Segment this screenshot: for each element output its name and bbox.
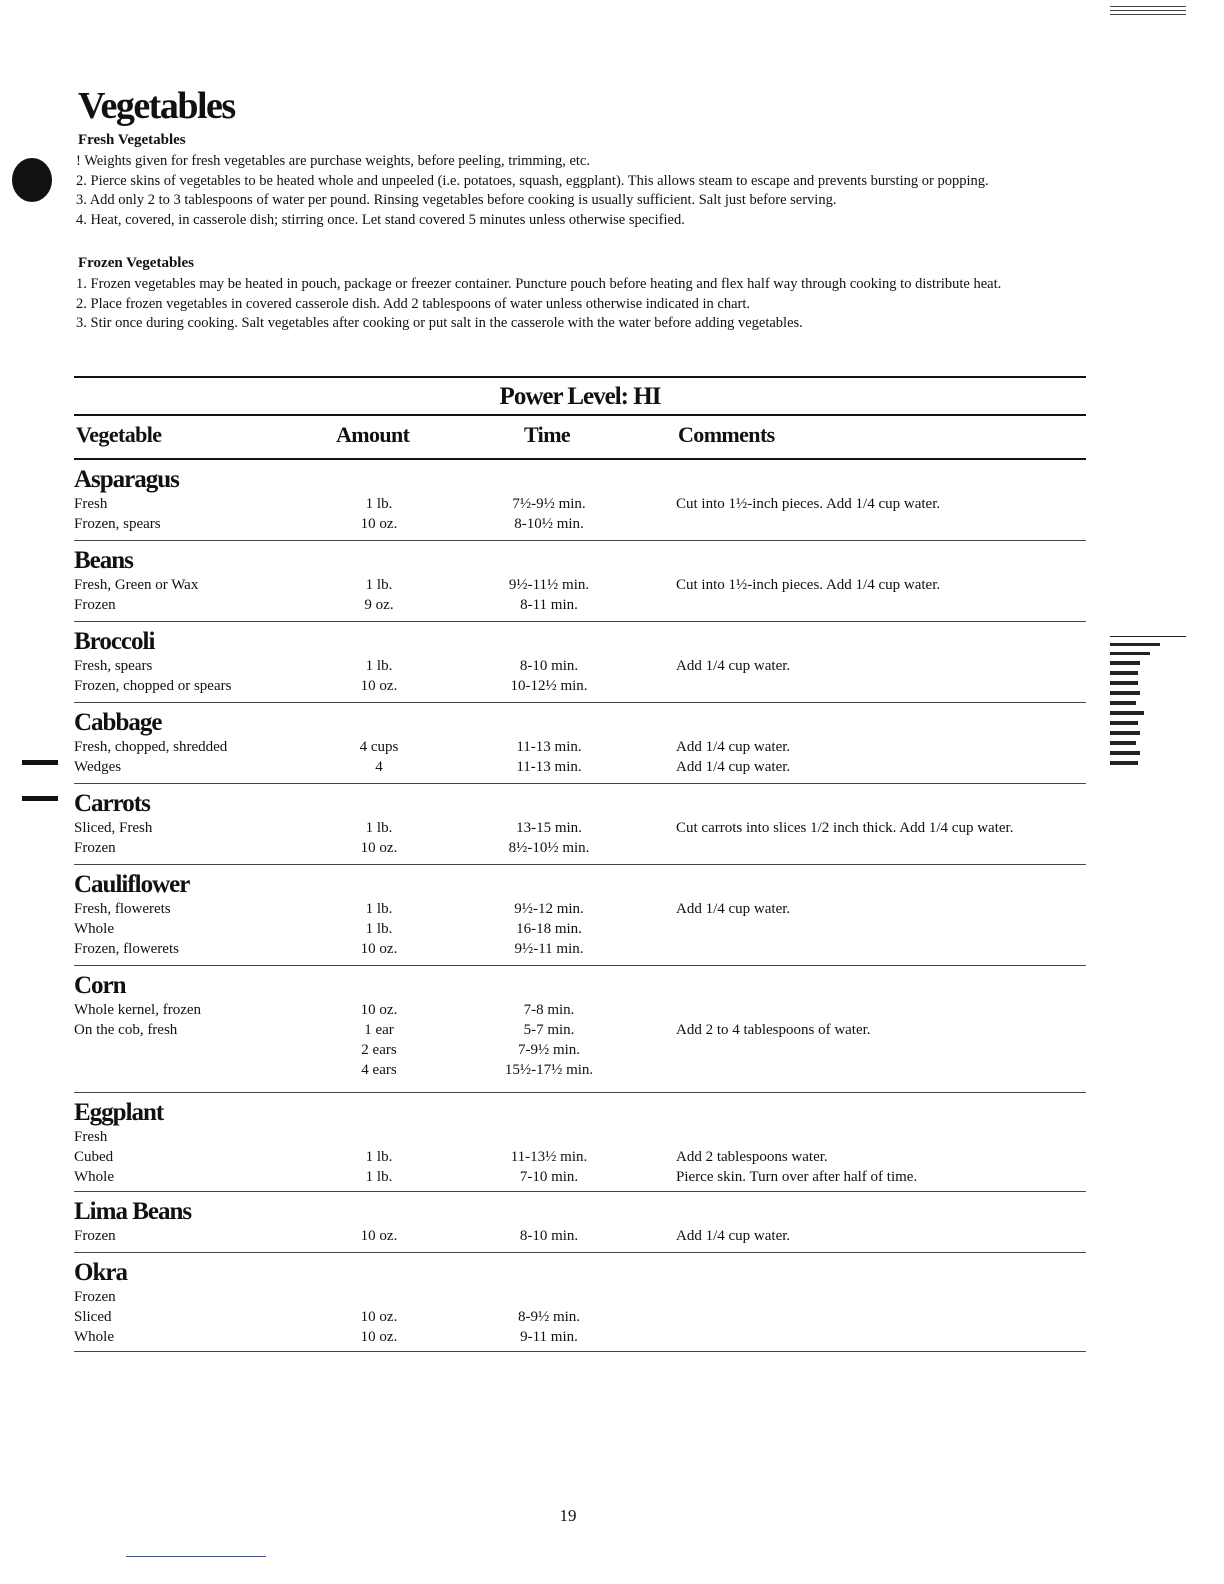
- time-cell: 9½-11 min.: [514, 941, 584, 957]
- vegetable-cell: Frozen: [74, 597, 116, 613]
- vegetable-cell: Frozen, chopped or spears: [74, 678, 232, 694]
- amount-cell: 1 lb.: [365, 820, 393, 836]
- table-row: [74, 1127, 1086, 1147]
- header-amount: Amount: [336, 422, 410, 447]
- table-row: [74, 676, 1086, 696]
- amount-cell: 1 lb.: [365, 921, 393, 937]
- vegetable-cell: Sliced: [74, 1309, 112, 1325]
- frozen-vegetables-heading: Frozen Vegetables: [78, 255, 194, 271]
- vegetable-group-name: Beans: [74, 547, 133, 574]
- frozen-instruction-item: [76, 295, 1086, 315]
- table-row: [74, 757, 1086, 777]
- fresh-instructions-list: [76, 152, 1086, 230]
- time-cell: 8-10½ min.: [514, 516, 584, 532]
- instruction-text: Add only 2 to 3 tablespoons of water per pound. Rinsing vegetables before cooking is usually sufficient. Salt just before serving.: [89, 192, 837, 208]
- vegetable-cell: On the cob, fresh: [74, 1022, 178, 1038]
- time-cell: 9-11 min.: [520, 1329, 578, 1345]
- vegetable-cell: Frozen: [74, 1228, 116, 1244]
- page-title: Vegetables: [78, 85, 235, 127]
- table-row: [74, 737, 1086, 757]
- time-cell: 7-9½ min.: [517, 1042, 581, 1058]
- amount-cell: 10 oz.: [360, 516, 398, 532]
- time-cell: 8-11 min.: [520, 597, 578, 613]
- margin-tick: [22, 796, 58, 801]
- header-comments: Comments: [678, 422, 775, 447]
- fresh-instruction-item: [76, 211, 1086, 231]
- scan-line: [126, 1556, 266, 1557]
- vegetable-groups: [74, 460, 1086, 1352]
- table-row: [74, 1307, 1086, 1327]
- table-row: [74, 1167, 1086, 1187]
- table-row: [74, 494, 1086, 514]
- vegetable-cell: Frozen, flowerets: [74, 941, 179, 957]
- vegetable-group-name: Broccoli: [74, 628, 155, 655]
- vegetable-cell: Sliced, Fresh: [74, 820, 153, 836]
- header-time: Time: [524, 422, 571, 447]
- table-row: [74, 595, 1086, 615]
- time-cell: 9½-12 min.: [514, 901, 584, 917]
- amount-cell: 9 oz.: [364, 597, 394, 613]
- instruction-number: 4.: [76, 211, 87, 228]
- time-cell: 11-13 min.: [516, 759, 582, 775]
- table-row: [74, 919, 1086, 939]
- amount-cell: 1 lb.: [365, 1169, 393, 1185]
- fresh-instruction-item: [76, 191, 1086, 211]
- vegetable-cell: Cubed: [74, 1149, 114, 1165]
- comment-cell: Add 1/4 cup water.: [676, 759, 791, 775]
- time-cell: 7-10 min.: [519, 1169, 579, 1185]
- amount-cell: 10 oz.: [360, 1002, 398, 1018]
- vegetable-cell: Wedges: [74, 759, 122, 775]
- vegetable-cell: Frozen: [74, 1289, 116, 1305]
- comment-cell: Cut carrots into slices 1/2 inch thick. Add 1/4 cup water.: [676, 820, 1014, 836]
- vegetable-group: [74, 1253, 1086, 1352]
- amount-cell: 10 oz.: [360, 678, 398, 694]
- amount-cell: 1 lb.: [365, 1149, 393, 1165]
- comment-cell: Add 1/4 cup water.: [676, 739, 791, 755]
- time-cell: 5-7 min.: [523, 1022, 575, 1038]
- comment-cell: Pierce skin. Turn over after half of time.: [676, 1169, 918, 1185]
- margin-tick: [22, 760, 58, 765]
- table-header: [74, 416, 1086, 458]
- amount-cell: 10 oz.: [360, 1228, 398, 1244]
- vegetable-cell: Frozen, spears: [74, 516, 161, 532]
- vegetable-group-name: Okra: [74, 1259, 127, 1286]
- time-cell: 11-13 min.: [516, 739, 582, 755]
- table-row: [74, 1020, 1086, 1040]
- vegetable-cell: Whole: [74, 1169, 114, 1185]
- vegetable-group-name: Carrots: [74, 790, 150, 817]
- table-row: [74, 838, 1086, 858]
- amount-cell: 10 oz.: [360, 840, 398, 856]
- table-row: [74, 514, 1086, 534]
- scan-marks-top: [1110, 6, 1186, 18]
- frozen-instructions-list: [76, 275, 1086, 334]
- vegetable-cell: Fresh, spears: [74, 658, 153, 674]
- frozen-instruction-item: [76, 275, 1086, 295]
- amount-cell: 4 ears: [361, 1062, 397, 1078]
- instruction-text: Pierce skins of vegetables to be heated whole and unpeeled (i.e. potatoes, squash, eggplant). This allows steam to escape and prevents bursting or popping.: [90, 172, 989, 189]
- amount-cell: 4: [375, 759, 383, 775]
- amount-cell: 1 lb.: [365, 496, 393, 512]
- amount-cell: 2 ears: [361, 1042, 397, 1058]
- instruction-text: Place frozen vegetables in covered casserole dish. Add 2 tablespoons of water unless otherwise indicated in chart.: [90, 295, 751, 312]
- header-vegetable: Vegetable: [76, 422, 162, 447]
- fresh-instruction-item: [76, 152, 1086, 172]
- comment-cell: Cut into 1½-inch pieces. Add 1/4 cup water.: [676, 496, 941, 512]
- time-cell: 8½-10½ min.: [508, 840, 590, 856]
- vegetable-group: [74, 966, 1086, 1093]
- time-cell: 8-10 min.: [519, 1228, 579, 1244]
- vegetable-group: [74, 1192, 1086, 1253]
- amount-cell: 1 lb.: [365, 658, 393, 674]
- vegetable-group: [74, 703, 1086, 784]
- table-row: [74, 1040, 1086, 1060]
- group-divider: [74, 1351, 1086, 1352]
- scan-marks-right: [1110, 636, 1190, 771]
- punch-hole-mark: [12, 158, 52, 202]
- amount-cell: 1 lb.: [365, 577, 393, 593]
- vegetable-group: [74, 541, 1086, 622]
- vegetable-group-name: Eggplant: [74, 1099, 164, 1126]
- instruction-text: Frozen vegetables may be heated in pouch, package or freezer container. Puncture pouch before heating and flex half way through cooking to distribute heat.: [90, 276, 1002, 292]
- time-cell: 8-10 min.: [519, 658, 579, 674]
- vegetable-cell: Fresh, Green or Wax: [74, 577, 199, 593]
- vegetable-group: [74, 460, 1086, 541]
- vegetable-group-name: Corn: [74, 972, 126, 999]
- amount-cell: 1 ear: [364, 1022, 394, 1038]
- amount-cell: 10 oz.: [360, 1309, 398, 1325]
- table-row: [74, 1000, 1086, 1020]
- instruction-number: 2.: [76, 172, 87, 189]
- time-cell: 7½-9½ min.: [512, 496, 586, 512]
- comment-cell: Add 1/4 cup water.: [676, 1228, 791, 1244]
- vegetable-group-name: Cabbage: [74, 709, 162, 736]
- instruction-text: Stir once during cooking. Salt vegetables after cooking or put salt in the casserole with the water before adding vegetables.: [90, 315, 803, 331]
- time-cell: 11-13½ min.: [510, 1149, 588, 1165]
- table-row: [74, 656, 1086, 676]
- table-row: [74, 939, 1086, 959]
- vegetable-group: [74, 1093, 1086, 1192]
- table-row: [74, 1060, 1086, 1080]
- fresh-instruction-item: [76, 172, 1086, 192]
- comment-cell: Add 1/4 cup water.: [676, 658, 791, 674]
- vegetable-group-name: Asparagus: [74, 466, 179, 493]
- time-cell: 13-15 min.: [516, 820, 582, 836]
- time-cell: 16-18 min.: [516, 921, 582, 937]
- table-row: [74, 818, 1086, 838]
- time-cell: 9½-11½ min.: [508, 577, 590, 593]
- vegetable-group-name: Cauliflower: [74, 871, 190, 898]
- vegetable-group-name: Lima Beans: [74, 1198, 192, 1225]
- vegetable-cell: Fresh: [74, 496, 108, 512]
- instruction-number: 2.: [76, 295, 87, 312]
- table-row: [74, 1327, 1086, 1347]
- fresh-vegetables-heading: Fresh Vegetables: [78, 132, 186, 148]
- amount-cell: 1 lb.: [365, 901, 393, 917]
- table-row: [74, 575, 1086, 595]
- power-level-heading: Power Level: HI: [499, 383, 661, 410]
- instruction-text: Weights given for fresh vegetables are purchase weights, before peeling, trimming, etc.: [84, 153, 590, 169]
- instruction-number: 3.: [76, 315, 87, 331]
- amount-cell: 4 cups: [359, 739, 399, 755]
- vegetable-group: [74, 784, 1086, 865]
- comment-cell: Add 1/4 cup water.: [676, 901, 791, 917]
- vegetable-group: [74, 622, 1086, 703]
- amount-cell: 10 oz.: [360, 941, 398, 957]
- vegetable-cell: Fresh, flowerets: [74, 901, 171, 917]
- vegetable-cell: Whole: [74, 921, 114, 937]
- vegetable-cell: Fresh, chopped, shredded: [74, 739, 228, 755]
- time-cell: 15½-17½ min.: [504, 1062, 594, 1078]
- table-row: [74, 1287, 1086, 1307]
- comment-cell: Cut into 1½-inch pieces. Add 1/4 cup water.: [676, 577, 941, 593]
- table-row: [74, 1147, 1086, 1167]
- table-row: [74, 899, 1086, 919]
- vegetable-cell: Fresh: [74, 1129, 108, 1145]
- comment-cell: Add 2 to 4 tablespoons of water.: [676, 1022, 871, 1038]
- page-number: 19: [559, 1506, 577, 1525]
- vegetable-cell: Whole kernel, frozen: [74, 1002, 202, 1018]
- cooking-chart: [74, 376, 1086, 1352]
- instruction-number: 1.: [76, 276, 87, 292]
- frozen-instruction-item: [76, 314, 1086, 334]
- vegetable-group: [74, 865, 1086, 966]
- amount-cell: 10 oz.: [360, 1329, 398, 1345]
- time-cell: 10-12½ min.: [510, 678, 588, 694]
- instruction-text: Heat, covered, in casserole dish; stirring once. Let stand covered 5 minutes unless otherwise specified.: [90, 211, 685, 228]
- time-cell: 8-9½ min.: [517, 1309, 581, 1325]
- vegetable-cell: Whole: [74, 1329, 114, 1345]
- instruction-number: 3.: [76, 192, 87, 208]
- vegetable-cell: Frozen: [74, 840, 116, 856]
- time-cell: 7-8 min.: [523, 1002, 575, 1018]
- comment-cell: Add 2 tablespoons water.: [676, 1149, 828, 1165]
- instruction-number: !: [76, 153, 81, 169]
- table-row: [74, 1226, 1086, 1246]
